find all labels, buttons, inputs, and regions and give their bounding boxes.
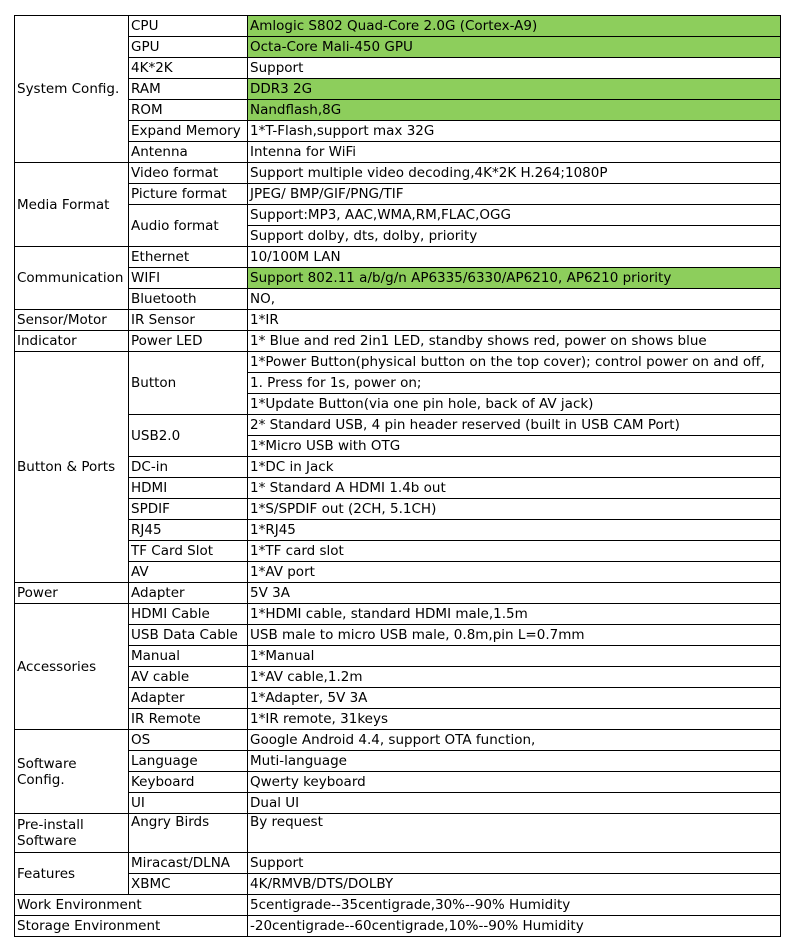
category-cell: Work Environment <box>15 895 248 916</box>
spec-key: RAM <box>129 79 248 100</box>
spec-key: SPDIF <box>129 499 248 520</box>
table-row <box>15 667 781 688</box>
spec-value: Support:MP3, AAC,WMA,RM,FLAC,OGG <box>248 205 781 226</box>
spec-value: NO, <box>248 289 781 310</box>
table-row <box>15 478 781 499</box>
spec-key: Language <box>129 751 248 772</box>
spec-value: Dual UI <box>248 793 781 814</box>
category-cell: Sensor/Motor <box>15 310 129 331</box>
category-cell: Software Config. <box>15 730 129 814</box>
table-row <box>15 730 781 751</box>
table-row <box>15 331 781 352</box>
spec-value: Google Android 4.4, support OTA function, <box>248 730 781 751</box>
spec-key: Button <box>129 352 248 415</box>
spec-key: Picture format <box>129 184 248 205</box>
category-cell: Pre-install Software <box>15 814 129 853</box>
spec-key: HDMI <box>129 478 248 499</box>
table-row <box>15 184 781 205</box>
table-row <box>15 163 781 184</box>
spec-value: 5centigrade--35centigrade,30%--90% Humidity <box>248 895 781 916</box>
spec-value: Qwerty keyboard <box>248 772 781 793</box>
category-cell: Indicator <box>15 331 129 352</box>
spec-value: 1*DC in Jack <box>248 457 781 478</box>
table-row <box>15 16 781 37</box>
spec-key: ROM <box>129 100 248 121</box>
spec-value: 1*HDMI cable, standard HDMI male,1.5m <box>248 604 781 625</box>
spec-value: Nandflash,8G <box>248 100 781 121</box>
table-row <box>15 79 781 100</box>
category-cell: Features <box>15 853 129 895</box>
table-row <box>15 247 781 268</box>
spec-key: Video format <box>129 163 248 184</box>
table-row <box>15 289 781 310</box>
spec-value: By request <box>248 814 781 853</box>
table-row <box>15 709 781 730</box>
spec-value: 5V 3A <box>248 583 781 604</box>
table-row <box>15 142 781 163</box>
spec-key: CPU <box>129 16 248 37</box>
spec-value: 1* Blue and red 2in1 LED, standby shows red, power on shows blue <box>248 331 781 352</box>
spec-value: 4K/RMVB/DTS/DOLBY <box>248 874 781 895</box>
table-row <box>15 100 781 121</box>
spec-value: 1*Power Button(physical button on the top cover); control power on and off, <box>248 352 781 373</box>
spec-value: 1*Update Button(via one pin hole, back of AV jack) <box>248 394 781 415</box>
category-cell: System Config. <box>15 16 129 163</box>
spec-key: AV cable <box>129 667 248 688</box>
spec-key: Adapter <box>129 688 248 709</box>
category-cell: Media Format <box>15 163 129 247</box>
table-row <box>15 499 781 520</box>
spec-value: Octa-Core Mali-450 GPU <box>248 37 781 58</box>
category-cell: Button & Ports <box>15 352 129 583</box>
spec-value: -20centigrade--60centigrade,10%--90% Humidity <box>248 916 781 937</box>
spec-value: 1*T-Flash,support max 32G <box>248 121 781 142</box>
spec-value: 1*RJ45 <box>248 520 781 541</box>
table-row <box>15 415 781 436</box>
spec-key: Ethernet <box>129 247 248 268</box>
spec-key: IR Sensor <box>129 310 248 331</box>
table-row <box>15 604 781 625</box>
table-row <box>15 310 781 331</box>
spec-key: OS <box>129 730 248 751</box>
spec-key: RJ45 <box>129 520 248 541</box>
spec-key: DC-in <box>129 457 248 478</box>
spec-value: 10/100M LAN <box>248 247 781 268</box>
spec-key: Antenna <box>129 142 248 163</box>
table-row <box>15 562 781 583</box>
table-row <box>15 895 781 916</box>
spec-key: WIFI <box>129 268 248 289</box>
spec-key: TF Card Slot <box>129 541 248 562</box>
table-row <box>15 793 781 814</box>
table-row <box>15 625 781 646</box>
spec-value: 1*IR remote, 31keys <box>248 709 781 730</box>
spec-value: Support dolby, dts, dolby, priority <box>248 226 781 247</box>
spec-key: AV <box>129 562 248 583</box>
spec-value: 1*TF card slot <box>248 541 781 562</box>
spec-value: 1*AV port <box>248 562 781 583</box>
spec-value: JPEG/ BMP/GIF/PNG/TIF <box>248 184 781 205</box>
spec-key: HDMI Cable <box>129 604 248 625</box>
table-row <box>15 520 781 541</box>
table-row <box>15 457 781 478</box>
spec-value: 1*IR <box>248 310 781 331</box>
table-row <box>15 772 781 793</box>
spec-value: 2* Standard USB, 4 pin header reserved (built in USB CAM Port) <box>248 415 781 436</box>
table-row <box>15 874 781 895</box>
spec-key: IR Remote <box>129 709 248 730</box>
spec-value: 1*Adapter, 5V 3A <box>248 688 781 709</box>
spec-value: Muti-language <box>248 751 781 772</box>
spec-value: Support <box>248 58 781 79</box>
spec-value: 1. Press for 1s, power on; <box>248 373 781 394</box>
spec-value: Amlogic S802 Quad-Core 2.0G (Cortex-A9) <box>248 16 781 37</box>
table-row <box>15 646 781 667</box>
spec-key: XBMC <box>129 874 248 895</box>
spec-key: UI <box>129 793 248 814</box>
category-cell: Accessories <box>15 604 129 730</box>
spec-value: 1*Manual <box>248 646 781 667</box>
spec-value: Support <box>248 853 781 874</box>
table-row <box>15 352 781 373</box>
table-row <box>15 688 781 709</box>
table-row <box>15 583 781 604</box>
spec-key: Manual <box>129 646 248 667</box>
spec-key: Keyboard <box>129 772 248 793</box>
table-row <box>15 814 781 853</box>
spec-key: USB Data Cable <box>129 625 248 646</box>
table-row <box>15 853 781 874</box>
category-cell: Communication <box>15 247 129 310</box>
table-row <box>15 58 781 79</box>
spec-key: USB2.0 <box>129 415 248 457</box>
spec-value: 1* Standard A HDMI 1.4b out <box>248 478 781 499</box>
spec-key: GPU <box>129 37 248 58</box>
spec-value: Support 802.11 a/b/g/n AP6335/6330/AP6210, AP6210 priority <box>248 268 781 289</box>
table-row <box>15 541 781 562</box>
spec-key: Audio format <box>129 205 248 247</box>
spec-value: 1*S/SPDIF out (2CH, 5.1CH) <box>248 499 781 520</box>
spec-value: Support multiple video decoding,4K*2K H.264;1080P <box>248 163 781 184</box>
spec-value: USB male to micro USB male, 0.8m,pin L=0.7mm <box>248 625 781 646</box>
spec-key: Bluetooth <box>129 289 248 310</box>
category-cell: Power <box>15 583 129 604</box>
spec-key: Expand Memory <box>129 121 248 142</box>
table-row <box>15 751 781 772</box>
spec-table <box>14 15 781 937</box>
spec-value: Intenna for WiFi <box>248 142 781 163</box>
spec-key: Angry Birds <box>129 814 248 853</box>
category-cell: Storage Environment <box>15 916 248 937</box>
spec-key: Adapter <box>129 583 248 604</box>
spec-key: Power LED <box>129 331 248 352</box>
spec-key: 4K*2K <box>129 58 248 79</box>
spec-key: Miracast/DLNA <box>129 853 248 874</box>
table-row <box>15 268 781 289</box>
spec-value: DDR3 2G <box>248 79 781 100</box>
table-row <box>15 916 781 937</box>
spec-value: 1*AV cable,1.2m <box>248 667 781 688</box>
table-row <box>15 121 781 142</box>
spec-value: 1*Micro USB with OTG <box>248 436 781 457</box>
table-row <box>15 205 781 226</box>
table-row <box>15 37 781 58</box>
